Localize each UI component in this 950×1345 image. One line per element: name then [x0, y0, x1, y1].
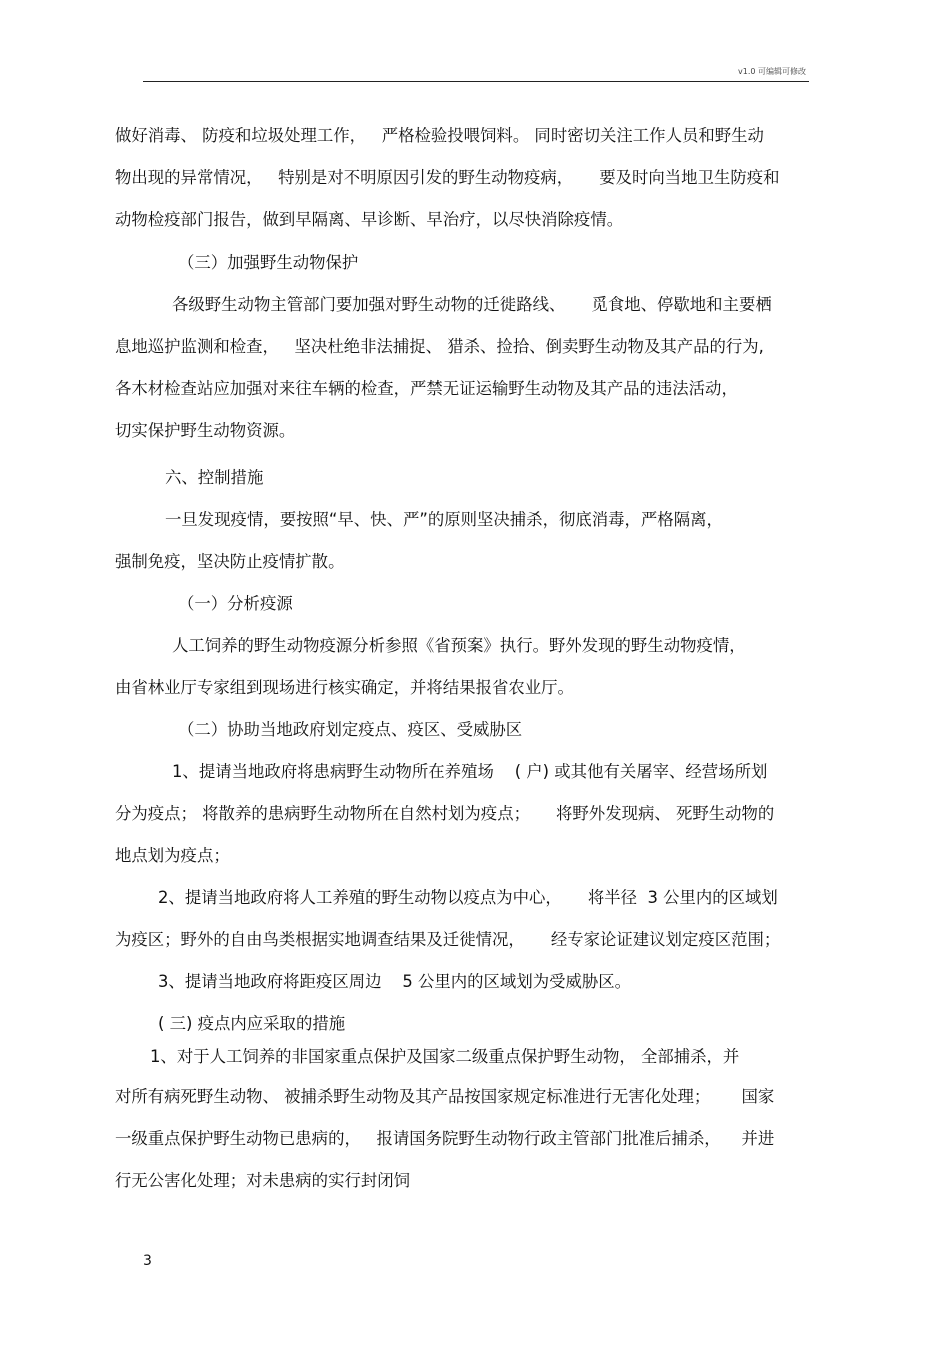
- body-line: 各级野生动物主管部门要加强对野生动物的迁徙路线、 觅食地、停歇地和主要栖: [172, 295, 772, 314]
- body-line: 3、提请当地政府将距疫区周边 5 公里内的区域划为受威胁区。: [158, 972, 632, 991]
- body-line: 人工饲养的野生动物疫源分析参照《省预案》执行。野外发现的野生动物疫情，: [172, 636, 746, 655]
- body-line: 切实保护野生动物资源。: [115, 421, 296, 440]
- page-number: 3: [143, 1253, 152, 1269]
- body-line: 为疫区；野外的自由鸟类根据实地调查结果及迁徙情况， 经专家论证建议划定疫区范围；: [115, 930, 781, 949]
- section-heading: （三）加强野生动物保护: [178, 253, 359, 272]
- body-line: 分为疫点； 将散养的患病野生动物所在自然村划为疫点； 将野外发现病、 死野生动物的: [115, 804, 775, 823]
- body-line: 动物检疫部门报告，做到早隔离、早诊断、早治疗，以尽快消除疫情。: [115, 210, 624, 229]
- section-heading: （二）协助当地政府划定疫点、疫区、受威胁区: [178, 720, 523, 739]
- body-line: 一旦发现疫情，要按照“早、快、严”的原则坚决捕杀，彻底消毒，严格隔离，: [165, 510, 723, 529]
- body-line: 息地巡护监测和检查， 坚决杜绝非法捕捉、 猎杀、捡拾、倒卖野生动物及其产品的行为,: [115, 337, 764, 356]
- body-line: 做好消毒、 防疫和垃圾处理工作， 严格检验投喂饲料。 同时密切关注工作人员和野生动: [115, 126, 764, 145]
- header-divider: [143, 81, 809, 82]
- body-line: 强制免疫，坚决防止疫情扩散。: [115, 552, 345, 571]
- body-line: 地点划为疫点；: [115, 846, 230, 865]
- body-line: 物出现的异常情况， 特别是对不明原因引发的野生动物疫病， 要及时向当地卫生防疫和: [115, 168, 780, 187]
- section-heading: 六、控制措施: [165, 468, 264, 487]
- body-line: 2、提请当地政府将人工养殖的野生动物以疫点为中心， 将半径 3 公里内的区域划: [158, 888, 778, 907]
- body-line: 各木材检查站应加强对来往车辆的检查，严禁无证运输野生动物及其产品的违法活动，: [115, 379, 738, 398]
- body-line: 对所有病死野生动物、 被捕杀野生动物及其产品按国家规定标准进行无害化处理； 国家: [115, 1087, 775, 1106]
- body-line: 一级重点保护野生动物已患病的， 报请国务院野生动物行政主管部门批准后捕杀， 并进: [115, 1129, 775, 1148]
- body-line: 由省林业厅专家组到现场进行核实确定，并将结果报省农业厅。: [115, 678, 574, 697]
- body-line: 1、提请当地政府将患病野生动物所在养殖场 ( 户) 或其他有关屠宰、经营场所划: [172, 762, 768, 781]
- body-line: 行无公害化处理；对未患病的实行封闭饲: [115, 1171, 411, 1190]
- body-line: 1、对于人工饲养的非国家重点保护及国家二级重点保护野生动物， 全部捕杀，并: [150, 1047, 740, 1066]
- version-note: v1.0 可编辑可修改: [738, 67, 806, 76]
- section-heading: ( 三) 疫点内应采取的措施: [158, 1014, 346, 1033]
- section-heading: （一）分析疫源: [178, 594, 293, 613]
